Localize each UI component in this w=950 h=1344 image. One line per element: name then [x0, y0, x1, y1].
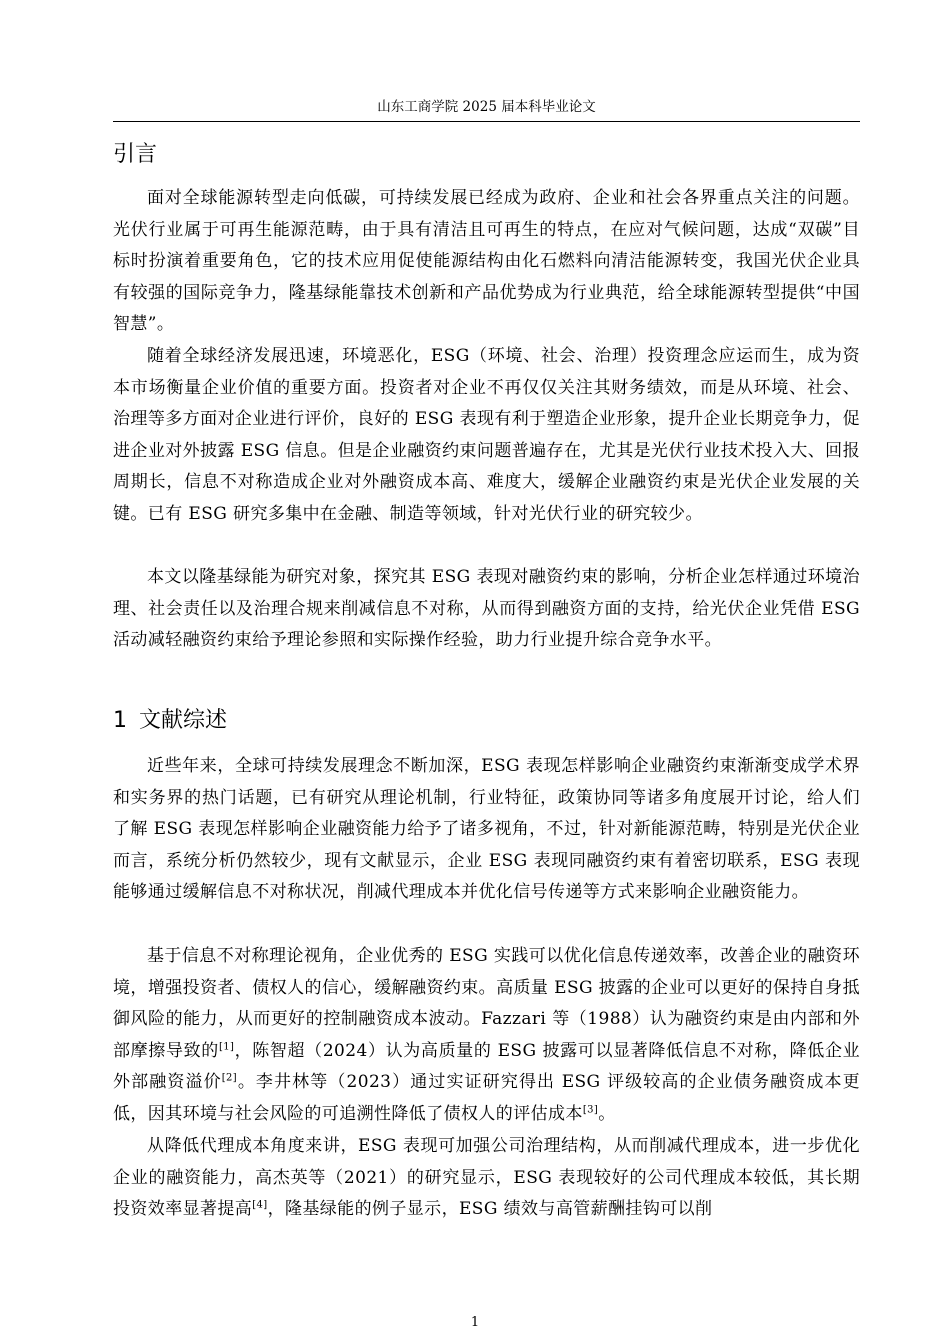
page-number: 1: [470, 1315, 480, 1330]
paragraph: 本文以隆基绿能为研究对象，探究其 ESG 表现对融资约束的影响，分析企业怎样通过环境治理、社会责任以及治理合规来削减信息不对称，从而得到融资方面的支持，给光伏企业凭借 ESG 活动减轻融资约束给予理论参照和实际操作经验，助力行业提升综合竞争水平。: [113, 567, 860, 650]
citation-ref[interactable]: [1]: [218, 1040, 235, 1052]
citation-ref[interactable]: [2]: [221, 1072, 238, 1084]
running-header: 山东工商学院 2025 届本科毕业论文: [377, 99, 596, 115]
paragraph-text: ，陈智超（2024）认为高质量的 ESG 披露可以显著降低信息不对称，降低企业外部融资溢价: [113, 1040, 861, 1092]
citation-ref[interactable]: [4]: [252, 1199, 268, 1211]
header-rule: [113, 121, 860, 122]
paragraph: [113, 1131, 860, 1226]
citation-ref[interactable]: [3]: [582, 1103, 599, 1115]
section-title-literature-review: [113, 704, 227, 738]
paragraph-text: 。李井林等（2023）通过实证研究得出 ESG 评级较高的企业债务融资成本更低，因其环境与社会风险的可追溯性降低了债权人的评估成本: [113, 1072, 860, 1124]
section-title-introduction: [113, 138, 157, 172]
section-title-text: 引言: [113, 142, 158, 167]
paragraph: [113, 941, 860, 1130]
paragraph-text: 。: [598, 1103, 616, 1124]
paragraph-text: 基于信息不对称理论视角，企业优秀的 ESG 实践可以优化信息传递效率，改善企业的融资环境，增强投资者、债权人的信心，缓解融资约束。高质量 ESG 披露的企业可以更好的保持自身抵御风险的能力，从而更好的控制融资成本波动。Fazzari 等（1988）认为融资约束是由内部和外部摩擦导致的: [113, 946, 860, 1061]
paragraph-text: 从降低代理成本角度来讲，ESG 表现可加强公司治理结构，从而削减代理成本，进一步优化企业的融资能力，高杰英等（2021）的研究显示，ESG 表现较好的公司代理成本较低，其长期投资效率显著提高: [113, 1136, 860, 1219]
section-number: 1: [113, 708, 127, 733]
paragraph-text: ，隆基绿能的例子显示，ESG 绩效与高管薪酬挂钩可以削: [267, 1199, 713, 1219]
paragraph: 面对全球能源转型走向低碳，可持续发展已经成为政府、企业和社会各界重点关注的问题。光伏行业属于可再生能源范畴，由于具有清洁且可再生的特点，在应对气候问题，达成“双碳”目标时扮演着重要角色，它的技术应用促使能源结构由化石燃料向清洁能源转变，我国光伏企业具有较强的国际竞争力，隆基绿能靠技术创新和产品优势成为行业典范，给全球能源转型提供“中国智慧”。: [113, 188, 860, 334]
paragraph: 随着全球经济发展迅速，环境恶化，ESG（环境、社会、治理）投资理念应运而生，成为资本市场衡量企业价值的重要方面。投资者对企业不再仅仅关注其财务绩效，而是从环境、社会、治理等多方面对企业进行评价，良好的 ESG 表现有利于塑造企业形象，提升企业长期竞争力，促进企业对外披露 ESG 信息。但是企业融资约束问题普遍存在，尤其是光伏行业技术投入大、回报周期长，信息不对称造成企业对外融资成本高、难度大，缓解企业融资约束是光伏企业发展的关键。已有 ESG 研究多集中在金融、制造等领域，针对光伏行业的研究较少。: [113, 346, 860, 524]
section-title-text: 文献综述: [139, 708, 228, 733]
paragraph: 近些年来，全球可持续发展理念不断加深，ESG 表现怎样影响企业融资约束渐渐变成学术界和实务界的热门话题，已有研究从理论机制，行业特征，政策协同等诸多角度展开讨论，给人们了解 ESG 表现怎样影响企业融资能力给予了诸多视角，不过，针对新能源范畴，特别是光伏企业而言，系统分析仍然较少，现有文献显示，企业 ESG 表现同融资约束有着密切联系，ESG 表现能够通过缓解信息不对称状况，削减代理成本并优化信号传递等方式来影响企业融资能力。: [113, 756, 860, 902]
